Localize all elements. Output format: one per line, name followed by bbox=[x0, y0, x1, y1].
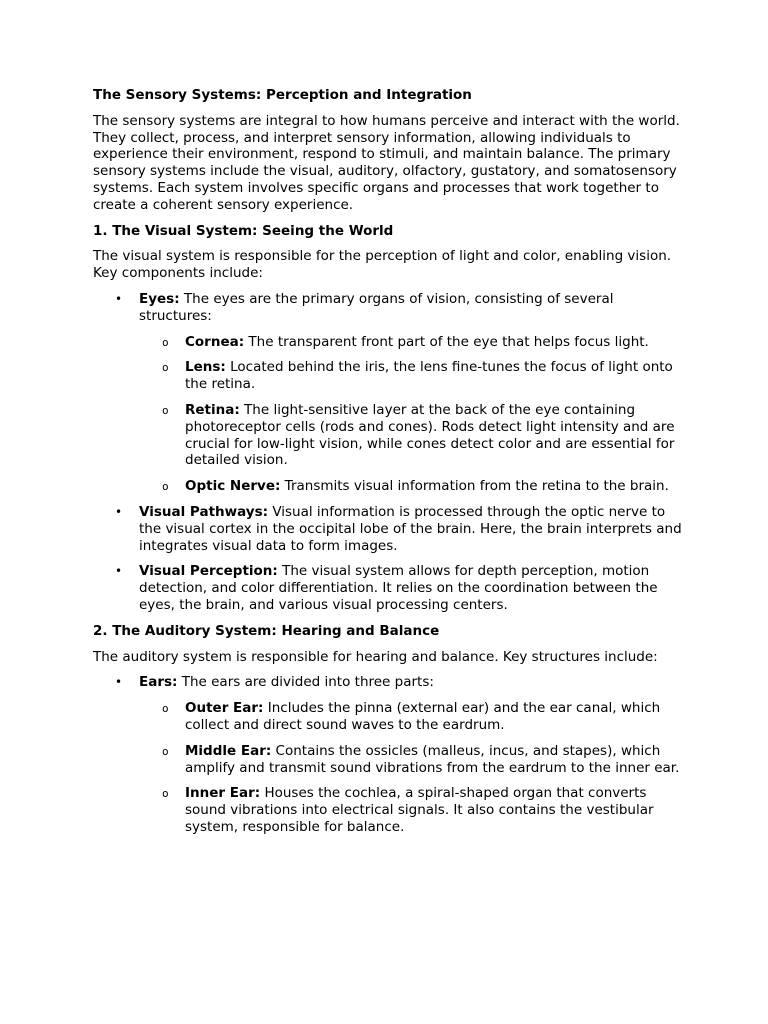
sub-bullet-icon: o bbox=[162, 744, 169, 758]
list-item bbox=[93, 504, 683, 554]
definition: Contains the ossicles (malleus, incus, and stapes), which amplify and transmit sound vibrations from the eardrum to the inner ear. bbox=[185, 742, 680, 776]
definition: Located behind the iris, the lens fine-tunes the focus of light onto the retina. bbox=[185, 359, 673, 393]
sub-list-item bbox=[139, 359, 683, 393]
term: Visual Perception: bbox=[139, 563, 278, 580]
section-intro-auditory: The auditory system is responsible for hearing and balance. Key structures include: bbox=[93, 648, 658, 665]
term: Visual Pathways: bbox=[139, 503, 269, 520]
sub-list-item bbox=[139, 700, 683, 734]
term: Optic Nerve: bbox=[185, 478, 281, 495]
sub-list-item bbox=[139, 785, 683, 835]
list-item bbox=[93, 291, 683, 495]
term: Ears: bbox=[139, 674, 178, 691]
document-page bbox=[93, 87, 683, 845]
sub-bullet-icon: o bbox=[162, 403, 169, 417]
sub-list-item bbox=[139, 478, 683, 495]
section-intro-visual: The visual system is responsible for the perception of light and color, enabling vision. Key components include: bbox=[93, 248, 672, 282]
term: Lens: bbox=[185, 359, 226, 376]
ear-parts-list bbox=[139, 700, 683, 836]
term: Cornea: bbox=[185, 333, 245, 350]
definition: The visual system allows for depth perception, motion detection, and color differentiation. It relies on the coordination between the eyes, the brain, and various visual processing centers. bbox=[139, 563, 658, 613]
bullet-icon: • bbox=[115, 564, 123, 579]
term: Eyes: bbox=[139, 290, 180, 307]
sub-bullet-icon: o bbox=[162, 335, 169, 349]
term: Middle Ear: bbox=[185, 742, 272, 759]
definition: Includes the pinna (external ear) and the ear canal, which collect and direct sound waves to the eardrum. bbox=[185, 700, 661, 733]
sub-bullet-icon: o bbox=[162, 480, 169, 494]
sub-list-item bbox=[139, 743, 683, 777]
sub-list-item bbox=[139, 334, 683, 351]
definition: The light-sensitive layer at the back of the eye containing photoreceptor cells (rods and cones). Rods detect light intensity and are crucial for low-light vision, while cones detect color and are essential for detailed vision. bbox=[185, 401, 675, 469]
section-heading-auditory: 2. The Auditory System: Hearing and Balance bbox=[93, 622, 440, 639]
bullet-icon: • bbox=[115, 504, 123, 519]
sub-bullet-icon: o bbox=[162, 702, 169, 716]
bullet-icon: • bbox=[115, 291, 123, 306]
definition: Visual information is processed through the optic nerve to the visual cortex in the occipital lobe of the brain. Here, the brain interprets and integrates visual data to form images. bbox=[139, 503, 682, 554]
sub-list-item bbox=[139, 402, 683, 469]
definition: Transmits visual information from the retina to the brain. bbox=[280, 478, 669, 495]
bullet-icon: • bbox=[115, 675, 123, 690]
visual-list bbox=[93, 291, 683, 614]
eye-structures-list bbox=[139, 334, 683, 495]
term: Inner Ear: bbox=[185, 785, 261, 802]
sub-bullet-icon: o bbox=[162, 361, 169, 375]
sub-bullet-icon: o bbox=[162, 787, 169, 801]
definition: Houses the cochlea, a spiral-shaped organ that converts sound vibrations into electrical signals. It also contains the vestibular system, responsible for balance. bbox=[185, 785, 654, 835]
definition: The eyes are the primary organs of vision, consisting of several structures: bbox=[139, 290, 614, 324]
definition: The transparent front part of the eye that helps focus light. bbox=[244, 333, 649, 350]
list-item bbox=[93, 674, 683, 835]
term: Outer Ear: bbox=[185, 700, 264, 717]
definition: The ears are divided into three parts: bbox=[177, 674, 434, 691]
intro-paragraph: The sensory systems are integral to how humans perceive and interact with the world. They collect, process, and interpret sensory information, allowing individuals to experience their environment, respond to stimuli, and maintain balance. The primary sensory systems include the visual, auditory, olfactory, gustatory, and somatosensory systems. Each system involves specific organs and processes that work together to create a coherent sensory experience. bbox=[93, 112, 680, 213]
auditory-list bbox=[93, 674, 683, 835]
list-item bbox=[93, 563, 683, 613]
section-heading-visual: 1. The Visual System: Seeing the World bbox=[93, 222, 394, 239]
term: Retina: bbox=[185, 401, 240, 418]
document-title: The Sensory Systems: Perception and Integration bbox=[93, 87, 472, 103]
